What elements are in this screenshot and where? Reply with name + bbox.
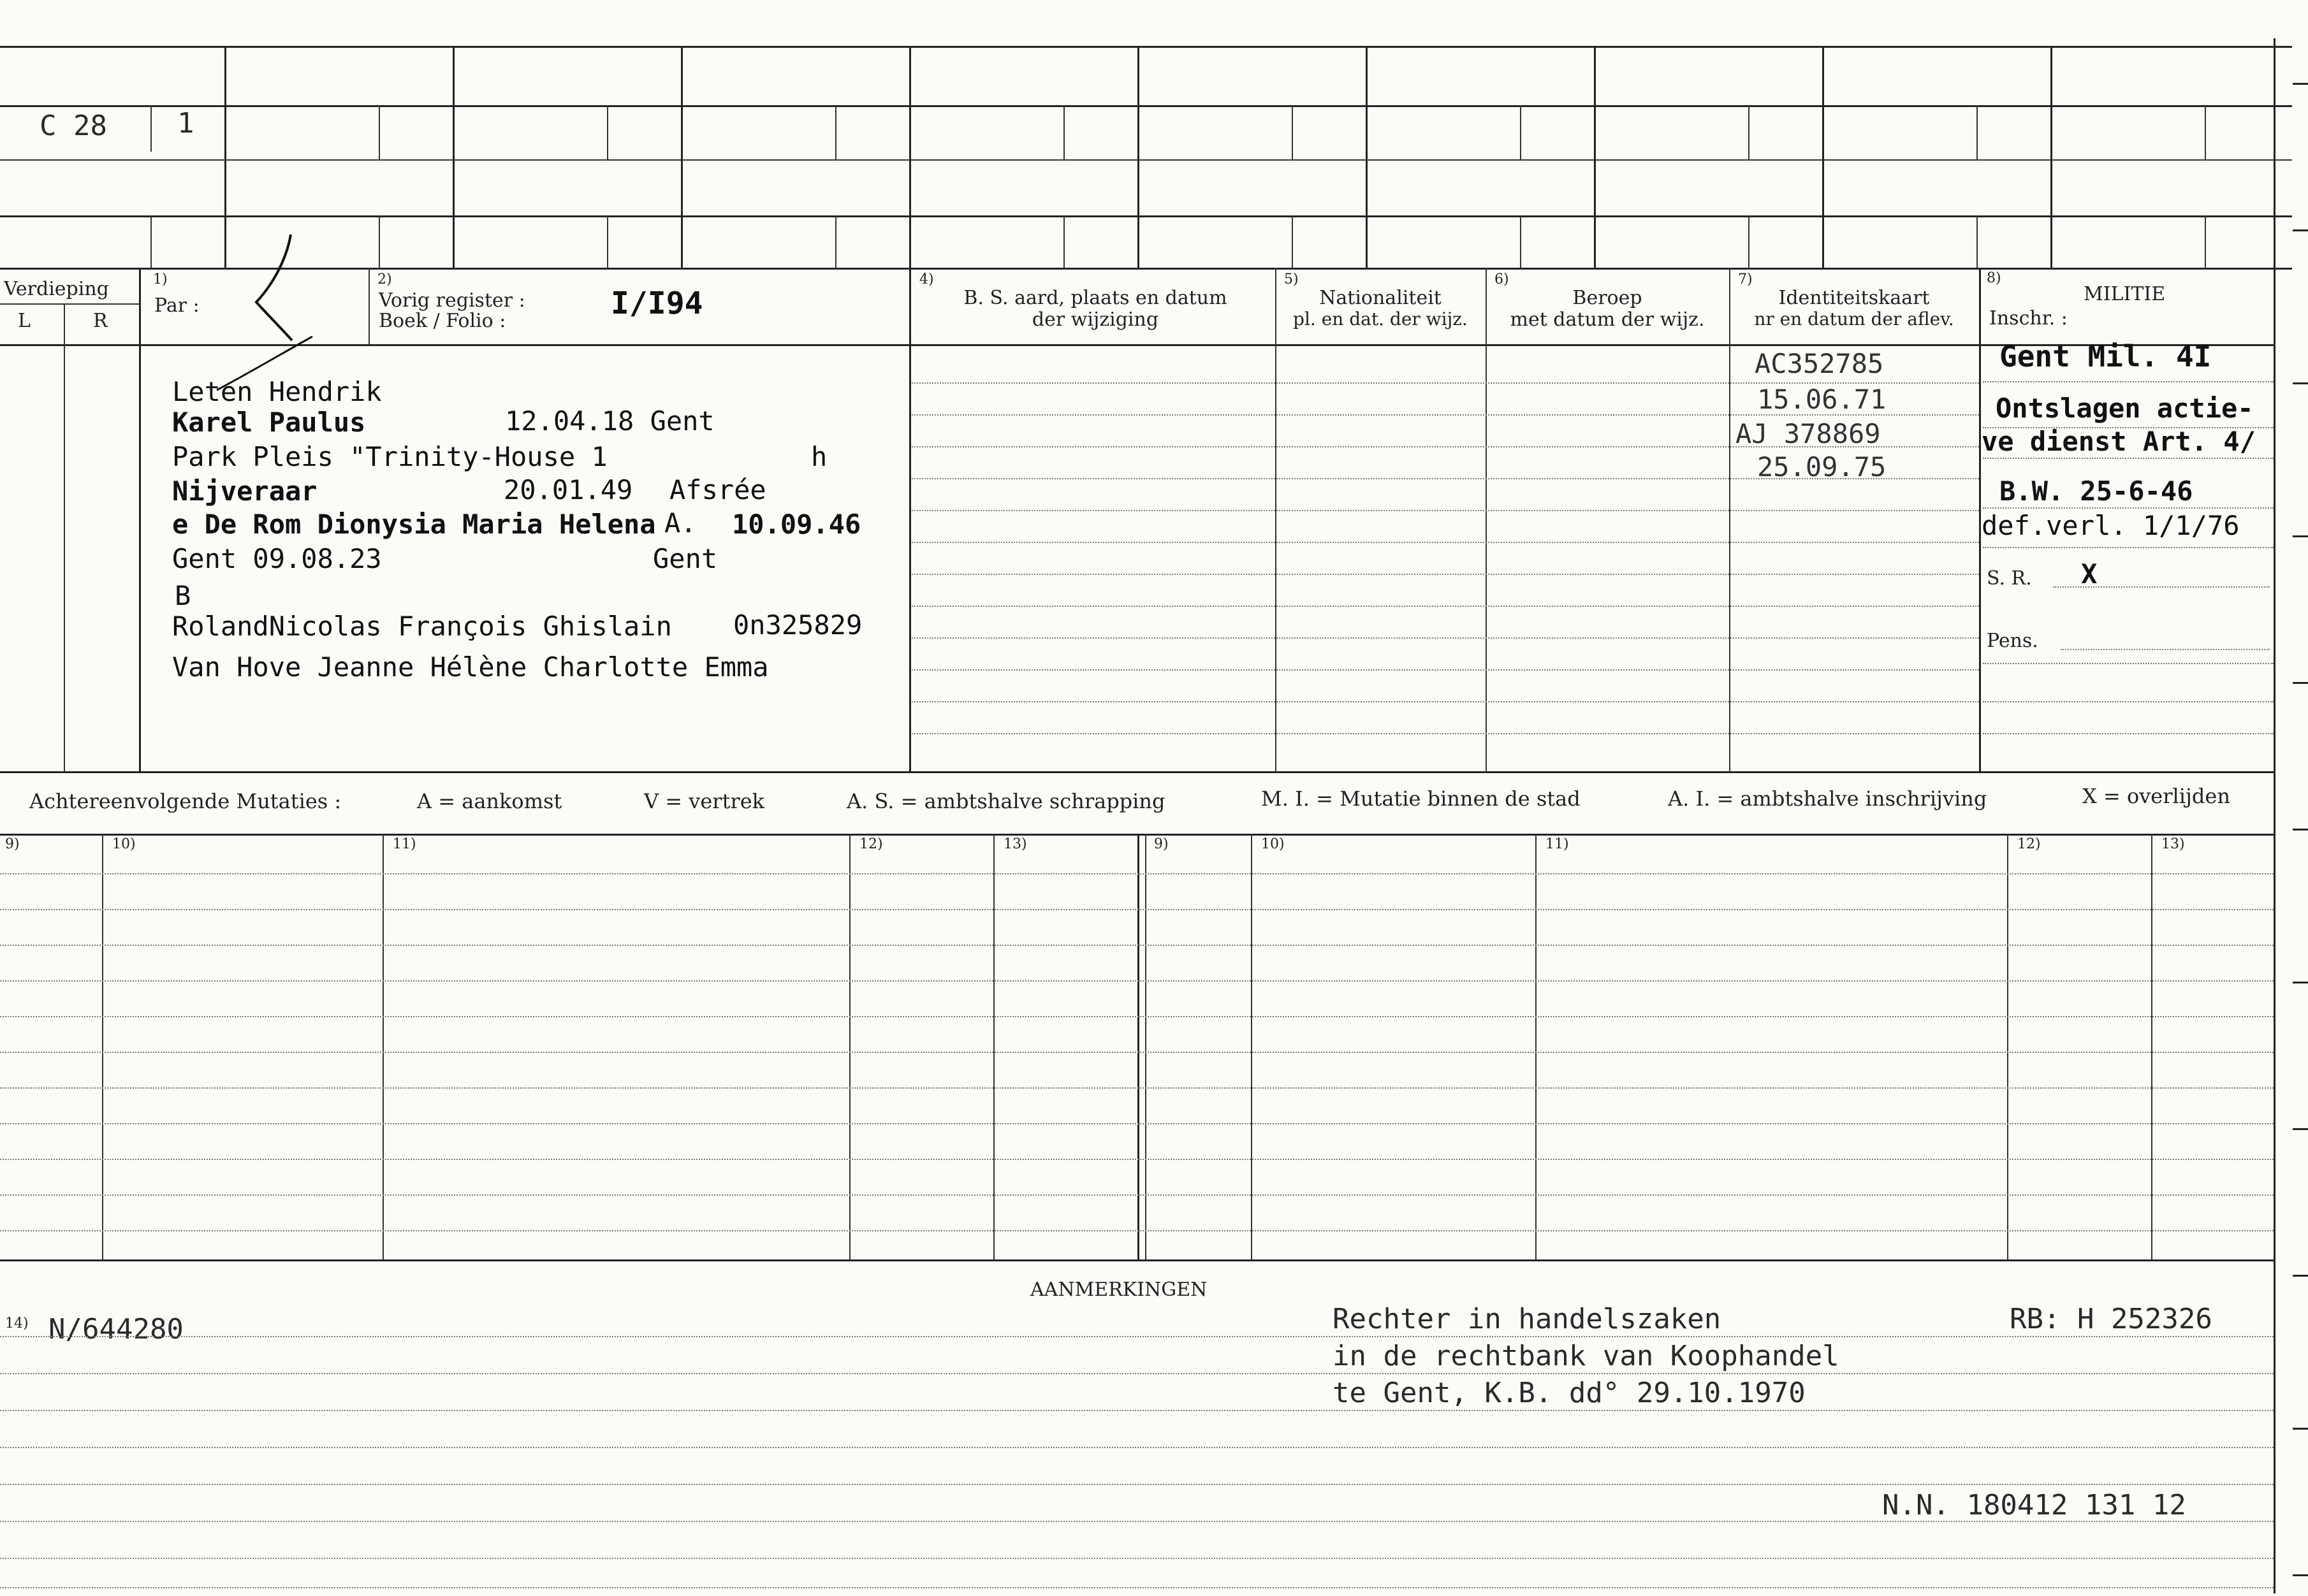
ber-header-line2: met datum der wijz. xyxy=(1510,308,1705,331)
child-number: 0n325829 xyxy=(733,609,863,641)
mutation-row-line xyxy=(0,909,2274,910)
grid-line xyxy=(224,46,226,268)
bs-header-line1: B. S. aard, plaats en datum xyxy=(963,287,1227,309)
col-header-13b: 13) xyxy=(2161,836,2185,852)
grid-line xyxy=(0,303,139,305)
id-number: 7) xyxy=(1738,272,1753,287)
remarks-reference: N/644280 xyxy=(48,1313,184,1346)
top-border-line xyxy=(0,46,2292,48)
legend-a: A = aankomst xyxy=(417,789,562,813)
grid-line xyxy=(1976,105,1978,159)
grid-line xyxy=(1366,46,1368,268)
sr-ruling xyxy=(2053,586,2270,588)
col-header-12: 12) xyxy=(859,836,883,852)
grid-line xyxy=(681,46,683,268)
ruling-line xyxy=(1983,507,2274,509)
remarks-ruling xyxy=(0,1521,2274,1522)
grid-line xyxy=(607,215,608,268)
id-card-2: AJ 378869 xyxy=(1735,418,1881,449)
col-header-11b: 11) xyxy=(1545,836,1569,852)
grid-line xyxy=(0,215,2292,217)
mutation-row-line xyxy=(0,1230,2274,1231)
edge-tick xyxy=(2293,682,2308,684)
remarks-national-number: N.N. 180412 131 12 xyxy=(1882,1489,2186,1521)
card-code: C 28 xyxy=(40,110,107,142)
ruling-line xyxy=(912,669,1979,671)
ruling-line xyxy=(1983,701,2274,702)
ruling-line xyxy=(912,510,1979,511)
grid-line xyxy=(1748,105,1749,159)
militie-line5: def.verl. 1/1/76 xyxy=(1982,510,2240,541)
grid-line xyxy=(1275,268,1276,771)
edge-tick xyxy=(2293,982,2308,983)
remarks-ruling xyxy=(0,1410,2274,1411)
note-b: B xyxy=(175,580,191,611)
militie-line3: ve dienst Art. 4/ xyxy=(1982,426,2256,457)
grid-line xyxy=(1520,105,1521,159)
id-card-1: AC352785 xyxy=(1755,348,1884,379)
header-bottom-line xyxy=(0,344,2274,346)
grid-line xyxy=(0,159,2292,161)
grid-line xyxy=(2050,46,2052,268)
mutation-row-line xyxy=(0,1159,2274,1160)
mutation-row-line xyxy=(0,873,2274,874)
grid-line xyxy=(909,46,911,771)
grid-line xyxy=(1979,268,1981,771)
child-name: RolandNicolas François Ghislain xyxy=(172,611,672,642)
edge-tick xyxy=(2293,1275,2308,1277)
grid-line xyxy=(64,303,65,771)
ber-number: 6) xyxy=(1494,272,1509,287)
mutation-row-line xyxy=(0,1052,2274,1053)
bs-number: 4) xyxy=(919,272,934,287)
grid-line xyxy=(139,268,141,771)
inschr-label: Inschr. : xyxy=(1989,307,2068,330)
legend-ai: A. I. = ambtshalve inschrijving xyxy=(1668,787,1987,811)
occupation-note: Afsrée xyxy=(669,474,766,505)
par-signature-mark xyxy=(242,232,325,347)
legend-x: X = overlijden xyxy=(2082,784,2230,808)
mutation-row-line xyxy=(0,1123,2274,1124)
grid-line xyxy=(1486,268,1487,771)
mil-number: 8) xyxy=(1987,270,2001,286)
mutation-row-line xyxy=(0,1016,2274,1017)
edge-tick xyxy=(2293,382,2308,384)
grid-line xyxy=(835,105,836,159)
mutations-top-line xyxy=(0,834,2274,836)
remarks-line2: in de rechtbank van Koophandel xyxy=(1333,1340,1839,1372)
col-header-9b: 9) xyxy=(1154,836,1169,852)
col-header-10b: 10) xyxy=(1261,836,1285,852)
ruling-line xyxy=(1983,733,2274,734)
card-number: 1 xyxy=(177,107,194,140)
spouse-birth: Gent 09.08.23 xyxy=(172,543,382,574)
nat-header-line2: pl. en dat. der wijz. xyxy=(1293,308,1468,330)
edge-tick xyxy=(2293,535,2308,537)
grid-line xyxy=(2205,105,2206,159)
ruling-line xyxy=(912,733,1979,734)
grid-line xyxy=(1292,105,1293,159)
militie-line2: Ontslagen actie- xyxy=(1996,393,2254,424)
pens-ruling xyxy=(2061,649,2270,650)
section-line xyxy=(0,771,2274,773)
vorig-register-label: Vorig register : xyxy=(379,289,525,312)
id-header-line2: nr en datum der aflev. xyxy=(1754,308,1954,330)
remarks-ruling xyxy=(0,1373,2274,1374)
spouse-name: e De Rom Dionysia Maria Helena xyxy=(172,509,656,540)
ruling-line xyxy=(1983,381,2274,382)
grid-line xyxy=(607,105,608,159)
mutation-row-line xyxy=(0,945,2274,946)
sr-value: X xyxy=(2081,558,2098,590)
id-card-1-date: 15.06.71 xyxy=(1757,384,1887,415)
legend-as: A. S. = ambtshalve schrapping xyxy=(847,789,1165,813)
address-mark: h xyxy=(811,441,828,472)
grid-line xyxy=(2205,215,2206,268)
bs-header-line2: der wijziging xyxy=(1032,308,1159,331)
grid-line xyxy=(150,215,152,268)
ruling-line xyxy=(1983,547,2274,548)
col-header-11: 11) xyxy=(393,836,416,852)
mutation-row-line xyxy=(0,1194,2274,1196)
edge-tick xyxy=(2293,1574,2308,1576)
grid-line xyxy=(379,215,380,268)
birth-date-place: 12.04.18 Gent xyxy=(505,405,715,437)
address: Park Pleis "Trinity-House 1 xyxy=(172,441,608,472)
grid-line xyxy=(1137,46,1139,268)
grid-line xyxy=(835,215,836,268)
par-number: 1) xyxy=(153,272,168,287)
header-top-line xyxy=(0,268,2292,270)
id-card-2-date: 25.09.75 xyxy=(1757,451,1887,482)
right-label: R xyxy=(93,310,108,332)
vorig-number: 2) xyxy=(377,272,392,287)
marriage-date: 10.09.46 xyxy=(732,509,861,540)
grid-line xyxy=(1748,215,1749,268)
ber-header-line1: Beroep xyxy=(1572,287,1642,309)
pens-label: Pens. xyxy=(1987,630,2038,652)
remarks-title: AANMERKINGEN xyxy=(1030,1279,1208,1301)
legend-v: V = vertrek xyxy=(644,789,765,813)
remarks-ruling xyxy=(0,1447,2274,1448)
boek-folio-label: Boek / Folio : xyxy=(379,310,506,332)
spouse-birth-place: Gent xyxy=(653,543,718,574)
legend-mi: M. I. = Mutatie binnen de stad xyxy=(1261,787,1581,811)
spouse-mark: A. xyxy=(664,507,697,539)
remarks-line1: Rechter in handelszaken xyxy=(1333,1303,1721,1335)
col-header-13: 13) xyxy=(1004,836,1027,852)
edge-tick xyxy=(2293,83,2308,85)
left-label: L xyxy=(18,310,31,332)
grid-line xyxy=(150,105,152,152)
ruling-line xyxy=(912,637,1979,639)
col-header-9: 9) xyxy=(5,836,20,852)
legend-title: Achtereenvolgende Mutaties : xyxy=(29,789,342,813)
grid-line xyxy=(0,105,2292,107)
sr-label: S. R. xyxy=(1987,567,2032,590)
col-header-10: 10) xyxy=(112,836,136,852)
remarks-ruling xyxy=(0,1336,2274,1337)
edge-tick xyxy=(2293,229,2308,231)
grid-line xyxy=(1063,105,1065,159)
grid-line xyxy=(1822,46,1824,268)
edge-tick xyxy=(2293,1128,2308,1130)
col-header-12b: 12) xyxy=(2017,836,2041,852)
ruling-line xyxy=(1983,663,2274,664)
edge-tick xyxy=(2293,829,2308,831)
other-person: Van Hove Jeanne Hélène Charlotte Emma xyxy=(172,651,769,683)
remarks-ruling xyxy=(0,1558,2274,1559)
remarks-ruling xyxy=(0,1587,2274,1588)
ruling-line xyxy=(912,574,1979,575)
grid-line xyxy=(1292,215,1293,268)
grid-line xyxy=(1520,215,1521,268)
ruling-line xyxy=(912,606,1979,607)
nat-number: 5) xyxy=(1284,272,1299,287)
militie-label: MILITIE xyxy=(2084,283,2166,305)
ruling-line xyxy=(912,542,1979,543)
ruling-line xyxy=(912,701,1979,702)
militie-line4: B.W. 25-6-46 xyxy=(1999,475,2193,507)
grid-line xyxy=(379,105,380,159)
mutation-row-line xyxy=(0,980,2274,982)
grid-line xyxy=(453,46,455,268)
edge-tick xyxy=(2293,1428,2308,1430)
remarks-number: 14) xyxy=(5,1316,29,1331)
grid-line xyxy=(1729,268,1730,771)
nat-header-line1: Nationaliteit xyxy=(1319,287,1442,309)
person-firstnames: Karel Paulus xyxy=(172,407,366,438)
mutation-row-line xyxy=(0,1087,2274,1089)
grid-line xyxy=(1063,215,1065,268)
remarks-ruling xyxy=(0,1484,2274,1485)
verdieping-label: Verdieping xyxy=(4,278,109,300)
occupation-date: 20.01.49 xyxy=(504,474,633,505)
remarks-line3: te Gent, K.B. dd° 29.10.1970 xyxy=(1333,1377,1806,1409)
grid-line xyxy=(1976,215,1978,268)
par-label: Par : xyxy=(154,294,200,317)
mutations-bottom-line xyxy=(0,1259,2274,1261)
person-surname: Leten Hendrik xyxy=(172,376,382,407)
ruling-line xyxy=(1983,458,2274,459)
right-border-line xyxy=(2274,38,2275,1593)
grid-line xyxy=(369,268,370,344)
id-header-line1: Identiteitskaart xyxy=(1778,287,1930,309)
remarks-rb: RB: H 252326 xyxy=(2010,1303,2212,1335)
occupation: Nijveraar xyxy=(172,475,318,507)
militie-line1: Gent Mil. 4I xyxy=(1999,339,2212,374)
grid-line xyxy=(1594,46,1596,268)
vorig-register-value: I/I94 xyxy=(611,286,703,321)
